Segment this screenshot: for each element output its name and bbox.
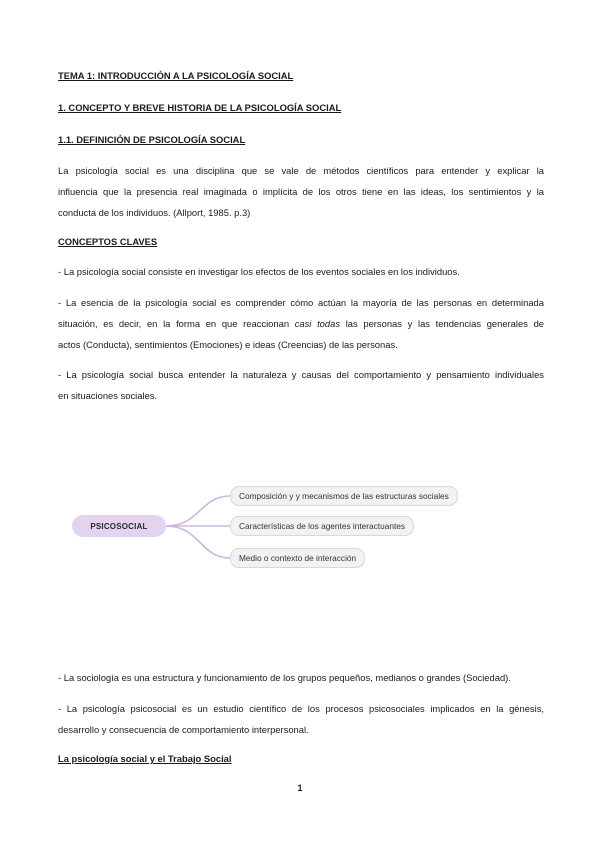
document-title: TEMA 1: INTRODUCCIÓN A LA PSICOLOGÍA SOCIAL (58, 70, 294, 81)
conceptos-claves-heading: CONCEPTOS CLAVES (58, 236, 158, 247)
mind-map-diagram (60, 478, 490, 578)
definition-line: influencia que la presencia real imaginada o implícita de los otros tiene en las ideas, los sentimientos y la (58, 186, 544, 197)
mind-map-branch-node: Medio o contexto de interacción (230, 548, 365, 568)
bullet-line: desarrollo y consecuencia de comportamiento interpersonal. (58, 724, 309, 735)
page-number: 1 (297, 783, 303, 793)
connector-line (166, 496, 230, 526)
section-heading-1: 1. CONCEPTO Y BREVE HISTORIA DE LA PSICOLOGÍA SOCIAL (58, 102, 342, 113)
definition-paragraph (58, 160, 544, 223)
bullet-line: situación, es decir, en la forma en que reaccionan casi todas las personas y las tendencias generales de (58, 318, 544, 329)
connector-line (166, 526, 230, 558)
bullet-line: actos (Conducta), sentimientos (Emociones) e ideas (Creencias) de las personas. (58, 339, 398, 350)
bullet-line: - La esencia de la psicología social es comprender cómo actúan la mayoría de las personas en determinada (58, 297, 544, 308)
bullet-paragraph: - La psicología social consiste en investigar los efectos de los eventos sociales en los individuos. (58, 266, 460, 277)
mind-map-branch-node: Composición y y mecanismos de las estructuras sociales (230, 486, 458, 506)
section-heading-1-1: 1.1. DEFINICIÓN DE PSICOLOGÍA SOCIAL (58, 134, 246, 145)
bullet-line: - La psicología psicosocial es un estudio científico de los procesos psicosociales implicados en la génesis, (58, 703, 544, 714)
bullet-paragraph (58, 292, 544, 355)
bullet-line: en situaciones sociales. (58, 390, 158, 401)
emphasis-text: casi todas (294, 318, 341, 329)
bullet-paragraph (58, 364, 544, 406)
mind-map-center-node: PSICOSOCIAL (72, 515, 166, 537)
definition-line: conducta de los individuos. (Allport, 1985. p.3) (58, 207, 251, 218)
bullet-paragraph (58, 698, 544, 740)
mind-map-branch-node: Características de los agentes interactuantes (230, 516, 414, 536)
definition-line: La psicología social es una disciplina que se vale de métodos científicos para entender y explicar la (58, 165, 544, 176)
section-heading-trabajo-social: La psicología social y el Trabajo Social (58, 753, 232, 764)
bullet-line: - La psicología social busca entender la naturaleza y causas del comportamiento y pensamiento individuales (58, 369, 544, 380)
bullet-paragraph: - La sociología es una estructura y funcionamiento de los grupos pequeños, medianos o grandes (Sociedad). (58, 672, 511, 683)
